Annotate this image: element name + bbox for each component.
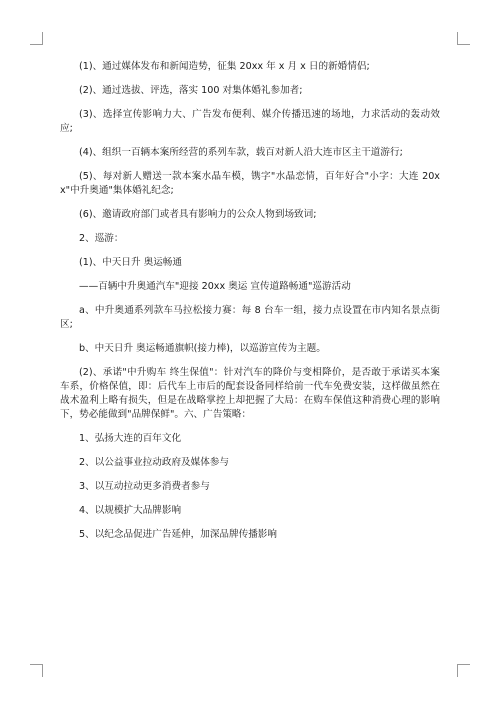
paragraph-9: a、中升奥通系列款车马拉松接力赛：每 8 台车一组，接力点设置在市内知名景点街区; [60,305,440,330]
paragraph-7: (1)、中天日升 奥运畅通 [79,257,182,268]
strategy-item-5: 5、以纪念品促进广告延伸，加深品牌传播影响 [79,529,277,540]
paragraph-8: ——百辆中升奥通汽车"迎接 20xx 奥运 宣传道路畅通"巡游活动 [79,281,351,292]
paragraph-10: b、中天日升 奥运畅通旗帜(接力棒)，以巡游宣传为主题。 [79,343,326,354]
paragraph-4: (4)、组织一百辆本案所经营的系列车款，载百对新人沿大连市区主干道游行; [79,147,403,158]
strategy-item-2: 2、以公益事业拉动政府及媒体参与 [79,457,230,468]
paragraph-2: (2)、通过选拔、评选，落实 100 对集体婚礼参加者; [79,85,303,96]
paragraph-5: (5)、每对新人赠送一款本案水晶车模，镌字"水晶恋情，百年好合"小字：大连 20xx"中升奥通"集体婚礼纪念; [60,171,440,196]
paragraph-1: (1)、通过媒体发布和新闻造势，征集 20xx 年 x 月 x 日的新婚情侣; [79,61,370,72]
strategy-item-4: 4、以规模扩大品牌影响 [79,505,182,516]
paragraph-3: (3)、选择宣传影响力大、广告发布便利、媒介传播迅速的场地，力求活动的轰动效应; [60,109,440,134]
paragraph-6: (6)、邀请政府部门或者具有影响力的公众人物到场致词; [79,209,317,220]
paragraph-11: (2)、承诺"中升购车 终生保值"：针对汽车的降价与变相降价，是否敢于承诺买本案车系，价格保值，即：后代车上市后的配套设备同样给前一代车免费安装，这样做虽然在战术盈利上略有损失，但是在战略掌控上却把握了大局：在购车保值这种消费心理的影响下，势必能做到"品牌保鲜"。六、广告策略： [60,367,440,420]
document-body [60,60,440,552]
crop-mark-bottom-right [457,664,470,677]
crop-mark-top-right [457,32,470,45]
strategy-item-3: 3、以互动拉动更多消费者参与 [79,481,210,492]
crop-mark-top-left [30,32,43,45]
crop-mark-bottom-left [30,664,43,677]
section-heading-parade: 2、巡游： [79,233,124,244]
strategy-item-1: 1、弘扬大连的百年文化 [79,433,182,444]
